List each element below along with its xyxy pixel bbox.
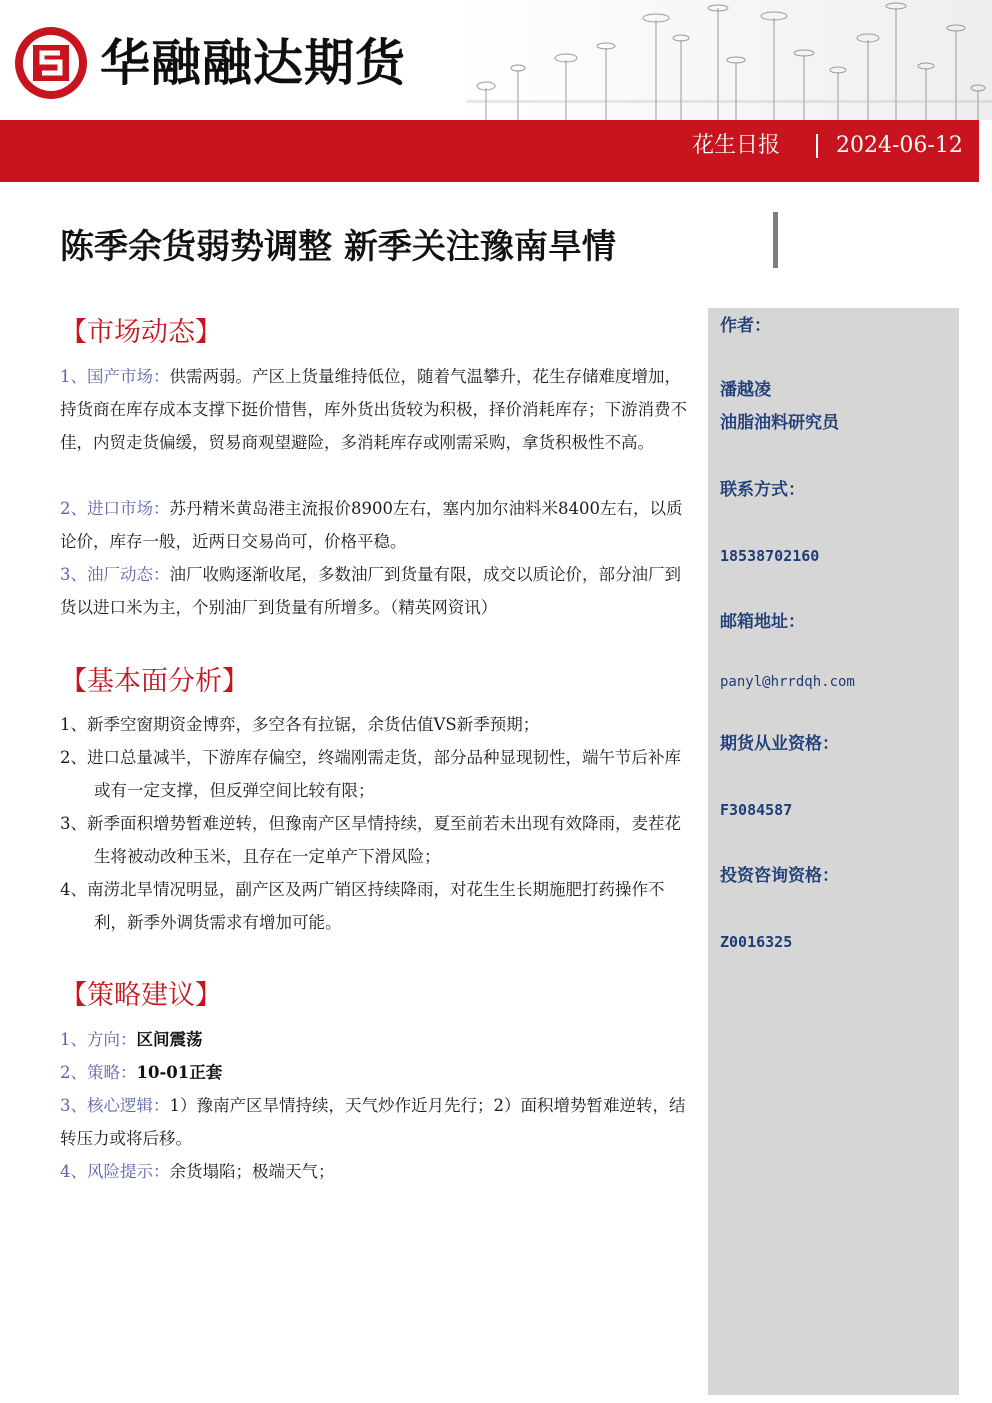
strategy-item-label: 3、核心逻辑： <box>60 1096 170 1115</box>
fundamentals-item: 4、南涝北旱情况明显，副产区及两广销区持续降雨，对花生生长期施肥打药操作不利，新季外调货需求有增加可能。 <box>60 880 665 932</box>
market-item-domestic <box>60 360 696 459</box>
strategy-item-logic <box>60 1089 696 1155</box>
strategy-item-strategy <box>60 1056 696 1089</box>
email-label: 邮箱地址： <box>720 612 805 632</box>
fundamentals-item: 2、进口总量减半，下游库存偏空，终端刚需走货，部分品种显现韧性，端午节后补库或有一定支撑，但反弹空间比较有限； <box>60 748 681 800</box>
company-logo-icon <box>12 24 90 102</box>
header-red-bar <box>0 120 979 182</box>
header-separator <box>816 134 818 158</box>
author-sidebar <box>708 308 959 1395</box>
strategy-item-text: 1）豫南产区旱情持续，天气炒作近月先行；2）面积增势暂难逆转，结转压力或将后移。 <box>60 1096 686 1148</box>
brand-name: 华融融达期货 <box>100 34 406 92</box>
market-heading: 【市场动态】 <box>60 317 222 348</box>
strategy-item-label: 1、方向： <box>60 1030 137 1049</box>
futures-qual-label: 期货从业资格： <box>720 734 839 754</box>
report-type: 花生日报 <box>691 133 780 158</box>
strategy-item-text: 10-01正套 <box>136 1063 223 1082</box>
strategy-item-label: 2、策略： <box>60 1063 137 1082</box>
strategy-item-risk <box>60 1155 696 1188</box>
market-item-text: 苏丹精米黄岛港主流报价8900左右，塞内加尔油料米8400左右，以质论价，库存一般，近两日交易尚可，价格平稳。 <box>60 499 683 551</box>
market-item-label: 2、进口市场： <box>60 499 170 518</box>
invest-qual-label: 投资咨询资格： <box>720 866 839 886</box>
email-address: panyl@hrrdqh.com <box>720 674 855 690</box>
fundamentals-item: 3、新季面积增势暂难逆转，但豫南产区旱情持续，夏至前若未出现有效降雨，麦茬花生将被动改种玉米，且存在一定单产下滑风险； <box>60 814 681 866</box>
strategy-item-text: 余货塌陷；极端天气； <box>169 1162 335 1181</box>
market-item-text: 供需两弱。产区上货量维持低位，随着气温攀升，花生存储难度增加，持货商在库存成本支撑下挺价惜售，库外货出货较为积极，择价消耗库存；下游消费不佳，内贸走货偏缓，贸易商观望避险，多消耗库存或刚需采购，拿货积极性不高。 <box>60 367 687 452</box>
fundamentals-item: 1、新季空窗期资金博弈，多空各有拉锯，余货估值VS新季预期； <box>60 715 540 734</box>
strategy-item-label: 4、风险提示： <box>60 1162 170 1181</box>
futures-qual-number: F3084587 <box>720 801 793 819</box>
contact-label: 联系方式： <box>720 480 805 500</box>
invest-qual-number: Z0016325 <box>720 933 793 951</box>
market-item-import <box>60 492 696 558</box>
author-label: 作者： <box>720 316 771 336</box>
report-title: 陈季余货弱势调整 新季关注豫南旱情 <box>60 227 616 267</box>
market-item-label: 1、国产市场： <box>60 367 170 386</box>
phone-number: 18538702160 <box>720 547 820 565</box>
header-decoration <box>456 0 992 120</box>
title-marker <box>773 212 778 268</box>
strategy-item-text: 区间震荡 <box>136 1030 203 1049</box>
market-item-label: 3、油厂动态： <box>60 565 170 584</box>
author-name: 潘越凌 <box>720 380 771 400</box>
fundamentals-heading: 【基本面分析】 <box>60 666 249 697</box>
strategy-heading: 【策略建议】 <box>60 980 222 1011</box>
market-item-text: 油厂收购逐渐收尾，多数油厂到货量有限，成交以质论价，部分油厂到货以进口米为主，个别油厂到货量有所增多。（精英网资讯） <box>60 565 681 617</box>
report-date: 2024-06-12 <box>836 133 963 158</box>
market-item-oil-mill <box>60 558 696 624</box>
strategy-item-direction <box>60 1023 696 1056</box>
author-title: 油脂油料研究员 <box>720 413 839 433</box>
